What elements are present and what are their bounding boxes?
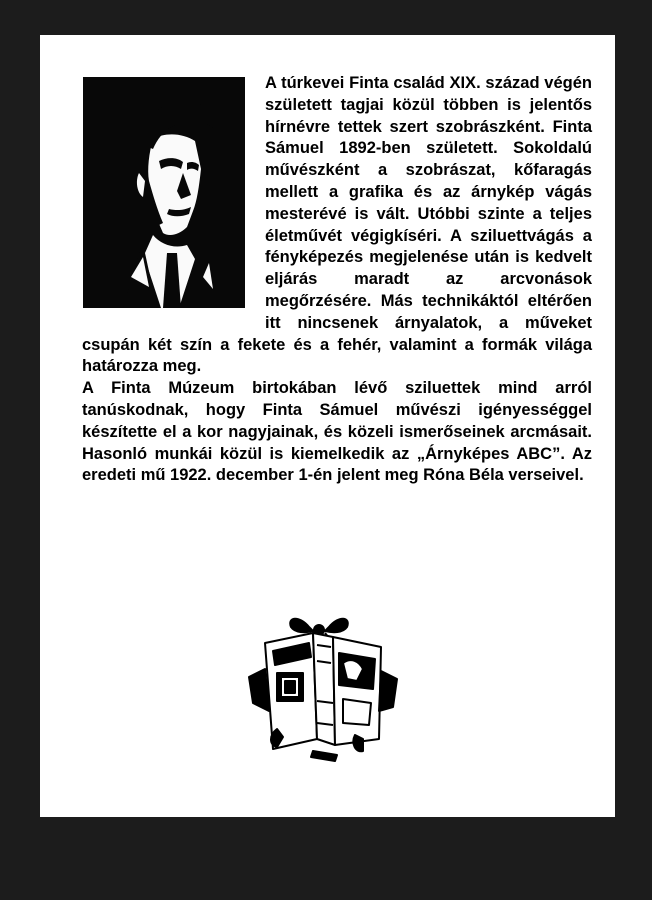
paragraph-1: A túrkevei Finta család XIX. század végén született tagjai közül többen is jelentős hírnévre tettek szert szobrászként. Finta Sámuel 1892-ben született. Sokoldalú művészként a szobrászat, kőfaragás mellett a grafika és az árnykép vágás mesterévé is vált. Utóbbi szinte a teljes életművét végigkíséri. A sziluettvágás a fényképezés megjelenése után is kedvelt eljárás maradt az arcvonások megőrzésére. Más technikáktól eltérően itt nincsenek árnyalatok, a műveket csupán két szín a fekete és a fehér, valamint a formák világa határozza meg. bbox=[82, 74, 592, 376]
paragraph-2: A Finta Múzeum birtokában lévő sziluettek mind arról tanúskodnak, hogy Finta Sámuel művészi igényességgel készítette el a kor nagyjainak, és közeli ismerőseinek arcmásait. Hasonló munkái közül is kiemelkedik az „Árnyképes ABC”. Az eredeti mű 1922. december 1-én jelent meg Róna Béla verseivel. bbox=[82, 379, 592, 485]
arnykepes-abc-book-illustration bbox=[247, 611, 399, 763]
document-body bbox=[82, 73, 592, 487]
document-page bbox=[40, 35, 615, 817]
portrait-silhouette-image bbox=[83, 77, 245, 308]
